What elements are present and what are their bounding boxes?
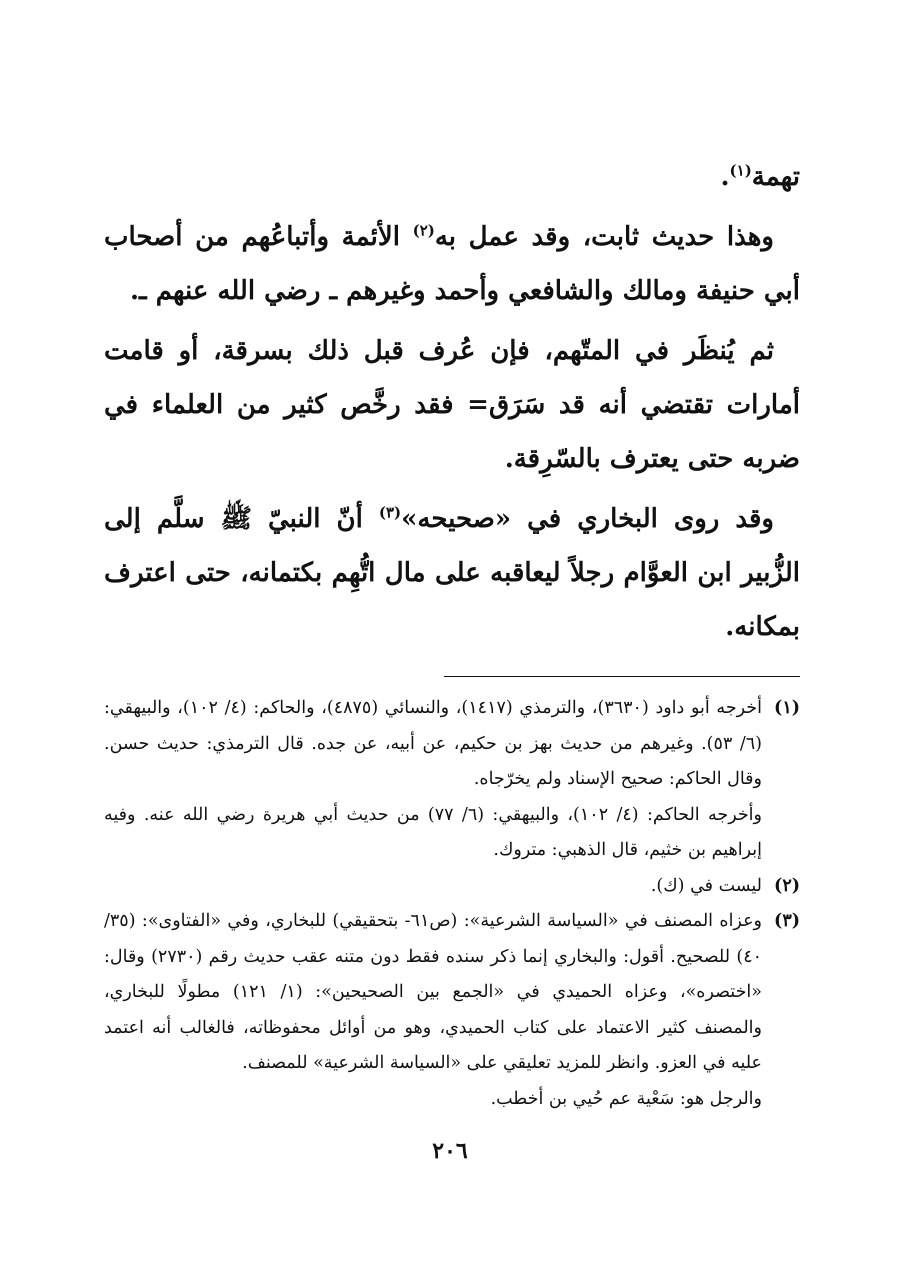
footnote-body <box>104 904 762 1117</box>
footnote-reference-1: (١) <box>729 161 752 180</box>
footnote-line: وعزاه المصنف في «السياسة الشرعية»: (ص٦١- بتحقيقي) للبخاري، وفي «الفتاوى»: (٣٥/ ٤٠) للصحيح. أقول: والبخاري إنما ذكر سنده فقط دون متنه عقب حديث رقم (٢٧٣٠) وقال: «اختصره»، وعزاه الحميدي في «الجمع بين الصحيحين»: (١/ ١٢١) مطولًا للبخاري، والمصنف كثير الاعتماد على كتاب الحميدي، وهو من أوائل محفوظاته، فالغالب أنه اعتمد عليه في العزو. وانظر للمزيد تعليقي على «السياسة الشرعية» للمصنف. <box>104 911 763 1073</box>
paragraph-tail: الأئمة وأتباعُهم من أصحاب أبي حنيفة ومالك والشافعي وأحمد وغيرهم ـ رضي الله عنهم ـ. <box>104 222 800 306</box>
paragraph-text: وهذا حديث ثابت، وقد عمل به <box>434 222 774 252</box>
paragraph-text: وقد روى البخاري في «صحيحه» <box>401 504 774 534</box>
footnote-1 <box>104 691 800 869</box>
footnote-number: (٣) <box>774 911 800 931</box>
footnote-3 <box>104 904 800 1117</box>
footnote-divider <box>444 676 800 677</box>
paragraph-3 <box>104 324 800 486</box>
footnote-reference-3: (٣) <box>378 503 402 522</box>
paragraph-text: ثم يُنظَر في المتّهم، فإن عُرف قبل ذلك بسرقة، أو قامت أمارات تقتضي أنه قد سَرَق= فقد رخَّص كثير من العلماء في ضربه حتى يعترف بالسّرِقة. <box>104 336 800 474</box>
footnote-body <box>104 691 762 869</box>
footnote-line: أخرجه أبو داود (٣٦٣٠)، والترمذي (١٤١٧)، والنسائي (٤٨٧٥)، والحاكم: (٤/ ١٠٢)، والبيهقي: (٦/ ٥٣). وغيرهم من حديث بهز بن حكيم، عن أبيه، عن جده. قال الترمذي: حديث حسن. وقال الحاكم: صحيح الإسناد ولم يخرّجاه. <box>104 698 762 789</box>
page-number: ٢٠٦ <box>432 1138 468 1164</box>
footnote-2 <box>104 869 800 905</box>
footnote-body <box>104 869 762 905</box>
paragraph-tail: أنّ النبيّ ﷺ سلَّم إلى الزُّبير ابن العوَّام رجلاً ليعاقبه على مال اتُّهِم بكتمانه، حتى اعترف بمكانه. <box>104 504 800 642</box>
paragraph-4 <box>104 492 800 654</box>
paragraph-2 <box>104 210 800 318</box>
footnotes <box>104 691 800 1117</box>
footnote-line: ليست في (ك). <box>650 875 762 896</box>
main-text <box>104 150 800 654</box>
footnote-number: (١) <box>774 698 800 718</box>
paragraph-tail: . <box>720 162 730 192</box>
paragraph-text: تهمة <box>751 162 800 192</box>
paragraph-1 <box>104 150 800 204</box>
page-content <box>104 150 800 1117</box>
footnote-line: وأخرجه الحاكم: (٤/ ١٠٢)، والبيهقي: (٦/ ٧٧) من حديث أبي هريرة رضي الله عنه. وفيه إبراهيم بن خثيم، قال الذهبي: متروك. <box>104 804 762 860</box>
footnote-number: (٢) <box>774 875 800 896</box>
footnote-line: والرجل هو: سَعْية عم حُيي بن أخطب. <box>490 1088 762 1109</box>
footnote-reference-2: (٢) <box>412 221 435 240</box>
